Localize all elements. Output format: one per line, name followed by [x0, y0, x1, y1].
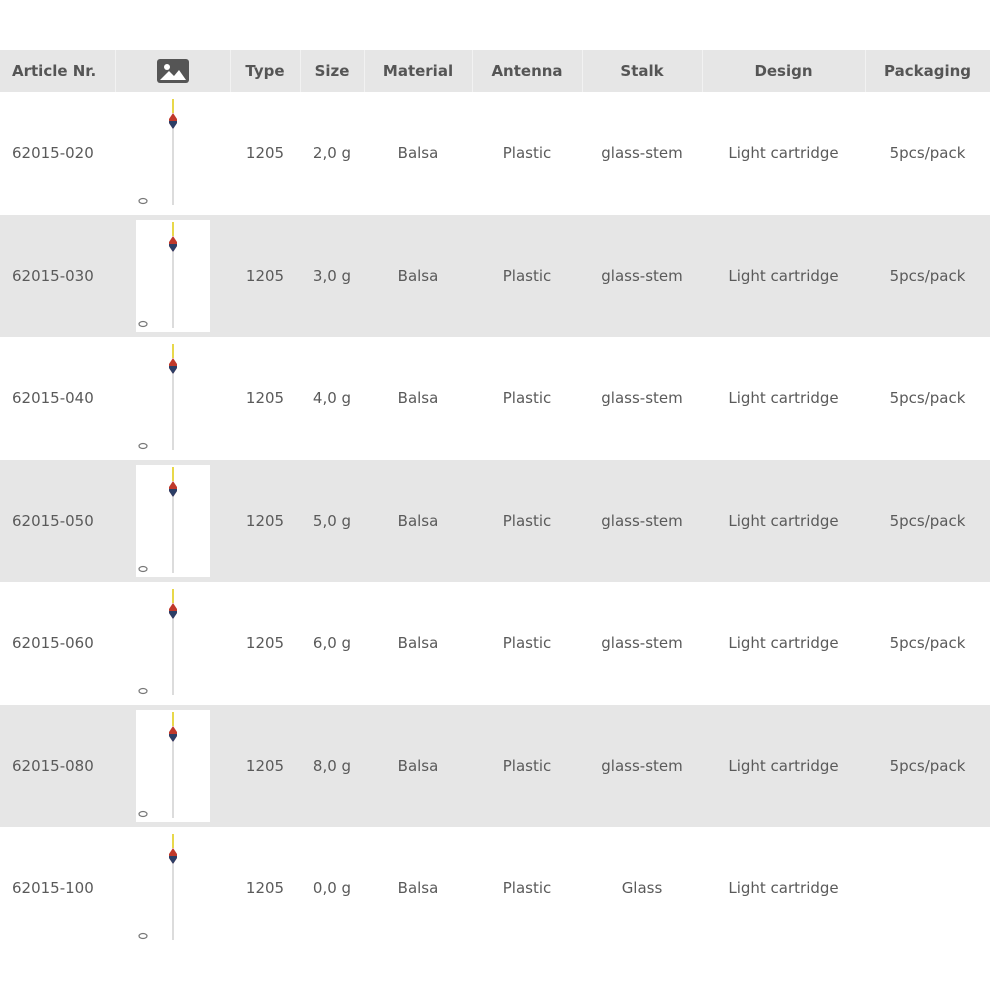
- table-row: [0, 337, 990, 460]
- size-cell: 4,0 g: [312, 389, 352, 408]
- packaging-cell: 5pcs/pack: [889, 389, 966, 408]
- header-size: Size: [314, 62, 350, 80]
- header-antenna: Antenna: [491, 62, 563, 80]
- stalk-cell: glass-stem: [601, 266, 683, 285]
- material-cell: Balsa: [397, 144, 439, 163]
- article-number: 62015-050: [12, 511, 94, 530]
- stalk-cell: glass-stem: [601, 511, 683, 530]
- antenna-cell: Plastic: [502, 266, 552, 285]
- type-cell: 1205: [245, 144, 285, 163]
- design-cell: Light cartridge: [728, 266, 839, 285]
- design-cell: Light cartridge: [728, 634, 839, 653]
- product-image[interactable]: [136, 465, 210, 577]
- product-image-cell: [115, 92, 230, 215]
- stalk-cell: glass-stem: [601, 144, 683, 163]
- packaging-cell: 5pcs/pack: [889, 266, 966, 285]
- article-number: 62015-030: [12, 266, 94, 285]
- product-image-cell: [115, 827, 230, 950]
- stalk-cell: glass-stem: [601, 389, 683, 408]
- float-icon: [136, 97, 210, 209]
- product-image[interactable]: [136, 342, 210, 454]
- design-cell: Light cartridge: [728, 389, 839, 408]
- float-icon: [136, 465, 210, 577]
- table-row: [0, 460, 990, 583]
- header-packaging: Packaging: [884, 62, 971, 80]
- header-type: Type: [245, 62, 285, 80]
- product-image[interactable]: [136, 587, 210, 699]
- material-cell: Balsa: [397, 266, 439, 285]
- product-image-cell: [115, 705, 230, 828]
- product-image-cell: [115, 582, 230, 705]
- article-number: 62015-040: [12, 389, 94, 408]
- product-image[interactable]: [136, 710, 210, 822]
- table-row: [0, 827, 990, 950]
- product-image[interactable]: [136, 97, 210, 209]
- size-cell: 5,0 g: [312, 511, 352, 530]
- antenna-cell: Plastic: [502, 144, 552, 163]
- material-cell: Balsa: [397, 756, 439, 775]
- type-cell: 1205: [245, 389, 285, 408]
- material-cell: Balsa: [397, 389, 439, 408]
- header-design: Design: [754, 62, 813, 80]
- packaging-cell: 5pcs/pack: [889, 144, 966, 163]
- design-cell: Light cartridge: [728, 511, 839, 530]
- table-body: [0, 92, 990, 950]
- table-row: [0, 215, 990, 338]
- table-header: [0, 50, 990, 92]
- material-cell: Balsa: [397, 879, 439, 898]
- antenna-cell: Plastic: [502, 879, 552, 898]
- product-image-cell: [115, 460, 230, 583]
- size-cell: 6,0 g: [312, 634, 352, 653]
- packaging-cell: 5pcs/pack: [889, 634, 966, 653]
- size-cell: 2,0 g: [312, 144, 352, 163]
- type-cell: 1205: [245, 879, 285, 898]
- float-icon: [136, 587, 210, 699]
- article-number: 62015-080: [12, 756, 94, 775]
- antenna-cell: Plastic: [502, 634, 552, 653]
- product-image[interactable]: [136, 220, 210, 332]
- table-row: [0, 582, 990, 705]
- product-image-cell: [115, 215, 230, 338]
- float-icon: [136, 220, 210, 332]
- size-cell: 8,0 g: [312, 756, 352, 775]
- product-image[interactable]: [136, 832, 210, 944]
- antenna-cell: Plastic: [502, 389, 552, 408]
- design-cell: Light cartridge: [728, 144, 839, 163]
- header-stalk: Stalk: [620, 62, 664, 80]
- table-row: [0, 705, 990, 828]
- packaging-cell: 5pcs/pack: [889, 756, 966, 775]
- size-cell: 0,0 g: [312, 879, 352, 898]
- float-icon: [136, 832, 210, 944]
- image-icon: [157, 59, 189, 83]
- float-icon: [136, 342, 210, 454]
- article-number: 62015-020: [12, 144, 94, 163]
- design-cell: Light cartridge: [728, 879, 839, 898]
- article-number: 62015-100: [12, 879, 94, 898]
- type-cell: 1205: [245, 511, 285, 530]
- product-table: [0, 50, 990, 950]
- article-number: 62015-060: [12, 634, 94, 653]
- header-image: [115, 50, 230, 92]
- material-cell: Balsa: [397, 511, 439, 530]
- table-row: [0, 92, 990, 215]
- antenna-cell: Plastic: [502, 756, 552, 775]
- type-cell: 1205: [245, 266, 285, 285]
- type-cell: 1205: [245, 756, 285, 775]
- float-icon: [136, 710, 210, 822]
- stalk-cell: glass-stem: [601, 634, 683, 653]
- size-cell: 3,0 g: [312, 266, 352, 285]
- product-image-cell: [115, 337, 230, 460]
- type-cell: 1205: [245, 634, 285, 653]
- header-material: Material: [382, 62, 454, 80]
- stalk-cell: Glass: [621, 879, 663, 898]
- antenna-cell: Plastic: [502, 511, 552, 530]
- design-cell: Light cartridge: [728, 756, 839, 775]
- packaging-cell: [865, 827, 990, 950]
- header-article: Article Nr.: [12, 62, 97, 80]
- material-cell: Balsa: [397, 634, 439, 653]
- packaging-cell: 5pcs/pack: [889, 511, 966, 530]
- stalk-cell: glass-stem: [601, 756, 683, 775]
